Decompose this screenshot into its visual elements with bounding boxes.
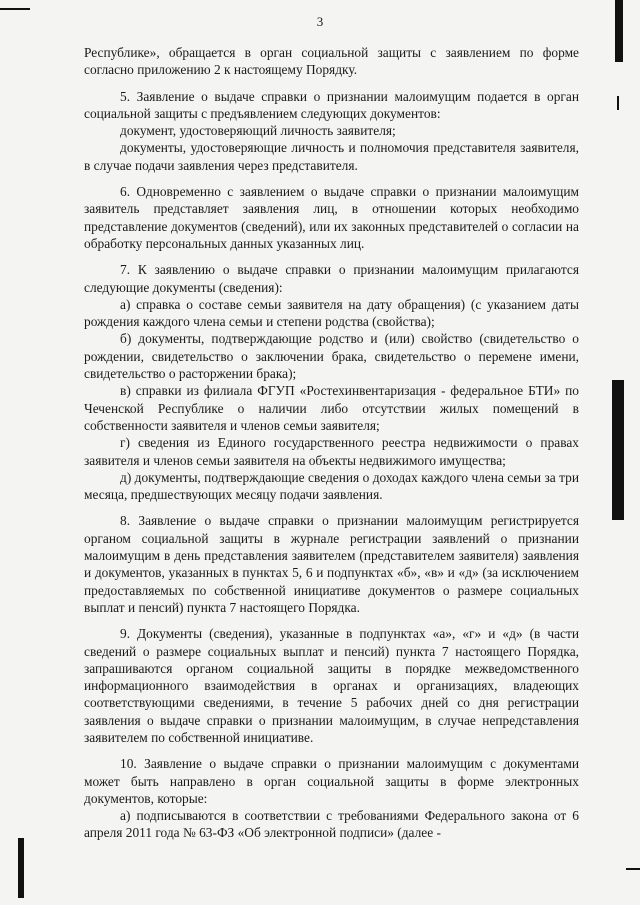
paragraph: в) справки из филиала ФГУП «Ростехинвентаризация - федеральное БТИ» по Чеченской Республике о наличии либо отсутствии жилых помещений в собственности заявителя и членов семьи заявителя; [84, 383, 579, 433]
page-number: 3 [316, 14, 324, 29]
paragraph: б) документы, подтверждающие родство и (или) свойство (свидетельство о рождении, свидетельство о заключении брака, свидетельство о перемене имени, свидетельство о расторжении брака); [84, 331, 579, 382]
paragraph: д) документы, подтверждающие сведения о доходах каждого члена семьи за три месяца, предшествующих месяцу подачи заявления. [84, 469, 579, 503]
paragraph: 9. Документы (сведения), указанные в подпунктах «а», «г» и «д» (в части сведений о размере социальных выплат и пенсий) пункта 7 настоящего Порядка, запрашиваются органом социальной защиты в порядке межведомственного информационного взаимодействия в органах и организациях, владеющих соответствующими сведениями, в течение 5 рабочих дней со дня регистрации заявления о выдаче справки о признании малоимущим, в случае непредставления заявителем по собственной инициативе. [84, 626, 579, 745]
paragraph: 10. Заявление о выдаче справки о признании малоимущим с документами может быть направлено в орган социальной защиты в форме электронных документов, которые: [84, 756, 579, 806]
paragraph: документ, удостоверяющий личность заявителя; [120, 123, 396, 139]
paragraph: 6. Одновременно с заявлением о выдаче справки о признании малоимущим заявитель представляет заявления лиц, в отношении которых необходимо представление документов (сведений), или их законных представителей о согласии на обработку персональных данных указанных лиц. [84, 184, 579, 251]
scan-edge-mark [617, 96, 619, 110]
paragraph: г) сведения из Единого государственного реестра недвижимости о правах заявителя и членов семьи заявителя на объекты недвижимого имущества; [84, 435, 579, 468]
paragraph: документы, удостоверяющие личность и полномочия представителя заявителя, в случае подачи заявления через представителя. [84, 140, 579, 173]
scan-edge-mark [615, 0, 623, 62]
paragraph: 8. Заявление о выдаче справки о признании малоимущим регистрируется органом социальной защиты в журнале регистрации заявлений о признании малоимущим в день представления заявителем (представителем заявителя) заявления и документов, указанных в пунктах 5, 6 и подпунктах «б», «в» и «д» (за исключением предоставляемых по собственной инициативе документов о размере социальных выплат и пенсий) пункта 7 настоящего Порядка. [84, 513, 579, 615]
document-body [84, 44, 579, 842]
scan-edge-mark [612, 380, 624, 520]
paragraph: а) справка о составе семьи заявителя на дату обращения) (с указанием даты рождения каждого члена семьи и степени родства (свойства); [84, 296, 579, 330]
paragraph: 7. К заявлению о выдаче справки о признании малоимущим прилагаются следующие документы (сведения): [84, 262, 579, 295]
scan-edge-mark [18, 838, 24, 898]
paragraph: 5. Заявление о выдаче справки о признании малоимущим подается в орган социальной защиты с предъявлением следующих документов: [84, 88, 579, 121]
paragraph: а) подписываются в соответствии с требованиями Федерального закона от 6 апреля 2011 года № 63-ФЗ «Об электронной подписи» (далее - [84, 808, 579, 841]
scan-edge-mark [626, 868, 640, 870]
scan-edge-mark [0, 8, 30, 10]
paragraph: Республике», обращается в орган социальной защиты с заявлением по форме согласно приложению 2 к настоящему Порядку. [84, 45, 579, 78]
